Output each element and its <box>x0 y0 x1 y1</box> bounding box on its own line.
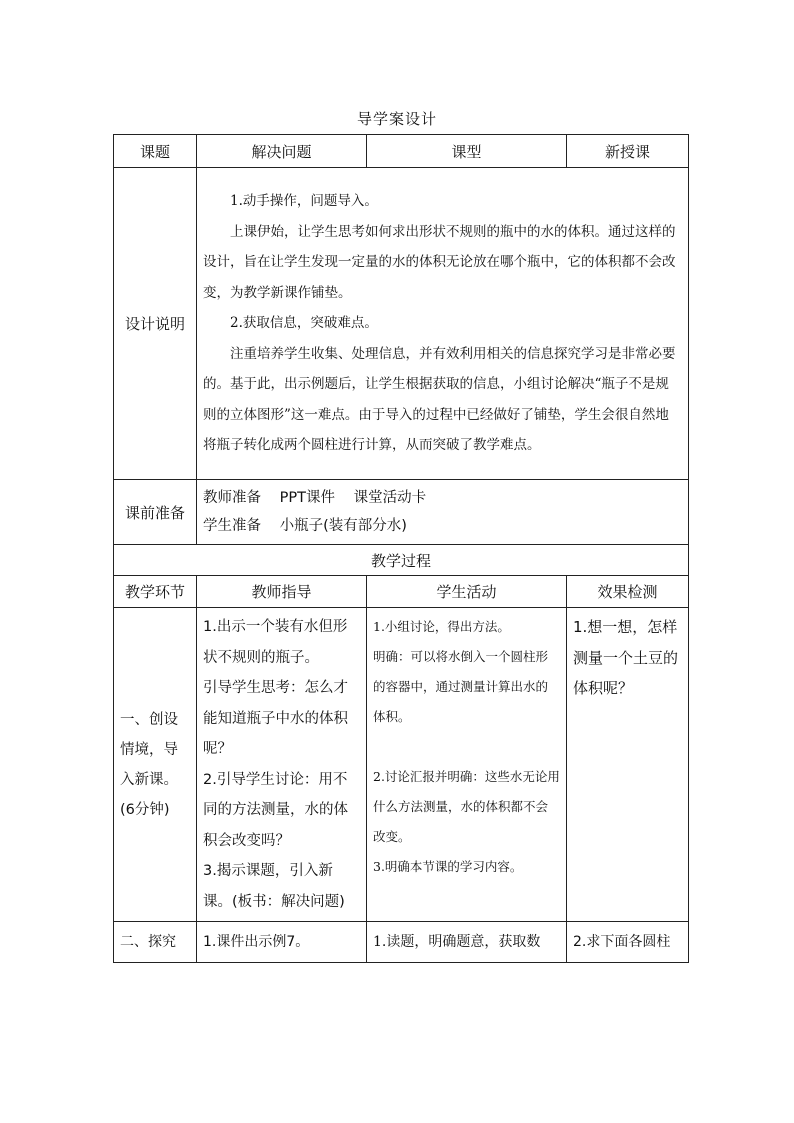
teacher-prep-label: 教师准备 <box>203 490 261 506</box>
student-prep-item: 小瓶子(装有部分水) <box>279 518 407 534</box>
design-paragraph-1: 1.动手操作，问题导入。 <box>230 193 378 210</box>
teacher-prep-line <box>203 484 682 512</box>
teacher-step: 引导学生思考：怎么才能知道瓶子中水的体积呢？ <box>203 680 348 757</box>
type-value: 新授课 <box>567 135 689 168</box>
effect-item: 1.想一想，怎样测量一个土豆的体积呢？ <box>573 618 679 697</box>
effect-check-cell: 2.求下面各圆柱 <box>567 922 689 963</box>
teacher-prep-item: PPT课件 <box>279 490 335 506</box>
design-paragraph-4: 注重培养学生收集、处理信息，并有效利用相关的信息探究学习是非常必要的。基于此，出示例题后，让学生根据获取的信息，小组讨论解决“瓶子不是规则的立体图形”这一难点。由于导入的过程中已经做好了铺垫，学生会很自然地将瓶子转化成两个圆柱进行计算，从而突破了教学难点。 <box>203 345 676 454</box>
header-row <box>114 135 689 168</box>
teacher-guidance-cell: 1.课件出示例7。 <box>197 922 367 963</box>
teacher-step: 1.出示一个装有水但形状不规则的瓶子。 <box>203 619 348 666</box>
effect-check-cell <box>567 608 689 922</box>
process-row-1 <box>114 608 689 922</box>
design-content <box>197 168 689 480</box>
process-title-row <box>114 545 689 576</box>
topic-label: 课题 <box>114 135 197 168</box>
teacher-prep-item: 课堂活动卡 <box>353 490 427 506</box>
document-title: 导学案设计 <box>356 110 437 128</box>
stage-cell: 二、探究 <box>114 922 197 963</box>
design-paragraph-2: 上课伊始，让学生思考如何求出形状不规则的瓶中的水的体积。通过这样的设计，旨在让学生发现一定量的水的体积无论放在哪个瓶中，它的体积都不会改变，为教学新课作铺垫。 <box>203 223 676 301</box>
student-step: 3.明确本节课的学习内容。 <box>373 859 523 874</box>
process-header-row <box>114 576 689 608</box>
lesson-plan-table <box>113 134 689 963</box>
design-paragraph-3: 2.获取信息，突破难点。 <box>230 315 378 332</box>
process-row-2 <box>114 922 689 963</box>
column-header-student: 学生活动 <box>367 576 567 608</box>
student-step: 2.讨论汇报并明确：这些水无论用什么方法测量，水的体积都不会改变。 <box>373 769 560 844</box>
student-activity-cell <box>367 608 567 922</box>
student-prep-label: 学生准备 <box>203 518 261 534</box>
teacher-step: 2.引导学生讨论：用不同的方法测量，水的体积会改变吗？ <box>203 771 348 849</box>
prep-label: 课前准备 <box>114 480 197 545</box>
stage-cell: 一、创设情境，导入新课。(6分钟) <box>114 608 197 922</box>
design-row <box>114 168 689 480</box>
teacher-step: 3.揭示课题，引入新课。(板书：解决问题) <box>203 863 345 910</box>
student-activity-cell: 1.读题，明确题意，获取数 <box>367 922 567 963</box>
teacher-guidance-cell <box>197 608 367 922</box>
process-title: 教学过程 <box>114 545 689 576</box>
column-header-teacher: 教师指导 <box>197 576 367 608</box>
column-header-effect: 效果检测 <box>567 576 689 608</box>
prep-row <box>114 480 689 545</box>
prep-content <box>197 480 689 545</box>
topic-value: 解决问题 <box>197 135 367 168</box>
column-header-stage: 教学环节 <box>114 576 197 608</box>
design-label: 设计说明 <box>114 168 197 480</box>
student-step: 明确：可以将水倒入一个圆柱形的容器中，通过测量计算出水的体积。 <box>373 649 549 724</box>
student-step: 1.小组讨论，得出方法。 <box>373 619 510 634</box>
student-prep-line <box>203 512 682 540</box>
type-label: 课型 <box>367 135 567 168</box>
